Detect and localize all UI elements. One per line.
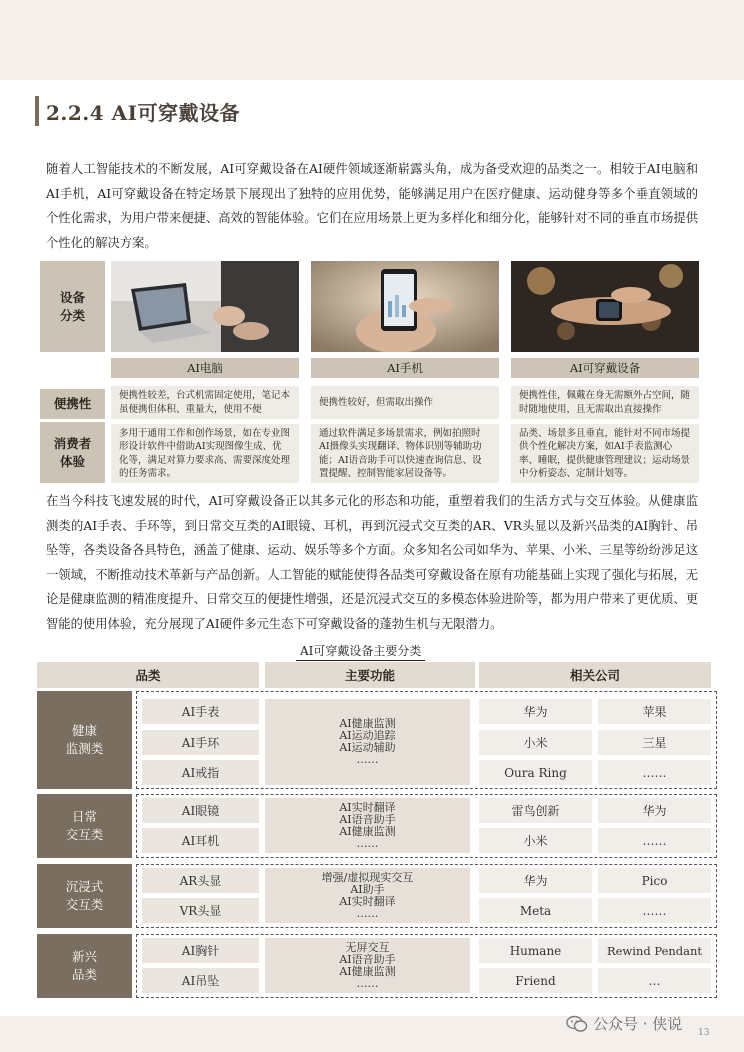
function-line: …… [356,836,379,850]
item-ar-headset: AR头显 [142,868,259,893]
functions-emerging [265,938,470,993]
company-cell: Humane [479,938,592,963]
wearable-photo [511,261,699,352]
function-line: AI健康监测 [339,717,396,730]
company-cell: Meta [479,898,592,923]
category-immersive: 沉浸式 交互类 [37,864,132,928]
experience-pc: 多用于通用工作和创作场景，如在专业图形设计软件中借助AI实现图像生成、优化等，满足对算力要求高、需要深度处理的任务需求。 [111,424,299,483]
function-line: …… [356,753,379,766]
company-cell: …… [598,760,711,785]
row-label-category: 设备 分类 [40,261,105,352]
function-line: 无屏交互 [345,940,390,954]
header-function: 主要功能 [265,662,475,688]
functions-immersive [265,868,470,923]
item-vr-headset: VR头显 [142,898,259,923]
company-cell: …… [598,828,711,853]
laptop-photo [111,261,299,352]
section-accent-bar [35,96,39,126]
device-head-phone: AI手机 [311,358,499,378]
company-cell: 华为 [479,868,592,893]
item-ai-watch: AI手表 [142,699,259,724]
company-cell: 苹果 [598,699,711,724]
item-ai-earbuds: AI耳机 [142,828,259,853]
watermark-text: 公众号 · 侠说 [593,1015,683,1033]
company-cell: 三星 [598,730,711,755]
company-cell: Pico [598,868,711,893]
section-title: 2.2.4 AI可穿戴设备 [46,101,241,125]
item-ai-pendant: AI吊坠 [142,968,259,993]
function-line: AI健康监测 [339,964,396,978]
header-category: 品类 [37,662,259,688]
function-line: AI语音助手 [339,952,396,966]
category-daily: 日常 交互类 [37,794,132,858]
function-line: AI运动辅助 [339,741,396,754]
device-head-pc: AI电脑 [111,358,299,378]
experience-wearable: 品类、场景多且垂直，能针对不同市场提供个性化解决方案，如AI手表监测心率、睡眠，提供健康管理建议；运动场景中分析姿态、定制计划等。 [511,424,699,483]
experience-phone: 通过软件满足多场景需求，例如拍照时AI摄像头实现翻译、物体识别等辅助功能；AI语音助手可以快速查询信息、设置提醒、控制智能家居设备等。 [311,424,499,483]
item-ai-band: AI手环 [142,730,259,755]
function-line: …… [356,906,379,920]
functions-daily [265,798,470,853]
portability-phone: 便携性较好，但需取出操作 [311,386,499,419]
intro-paragraph: 随着人工智能技术的不断发展，AI可穿戴设备在AI硬件领域逐渐崭露头角，成为备受欢迎的品类之一。相较于AI电脑和AI手机，AI可穿戴设备在特定场景下展现出了独特的应用优势，能够满足用户在医疗健康、运动健身等多个垂直领域的个性化需求，为用户带来便捷、高效的智能体验。它们在应用场景上更为多样化和细分化，能够针对不同的垂直市场提供个性化的解决方案。 [46,162,698,250]
item-ai-ring: AI戒指 [142,760,259,785]
row-label-portability: 便携性 [40,389,105,419]
header-company: 相关公司 [479,662,711,688]
category-emerging: 新兴 品类 [37,934,132,998]
functions-health [265,699,470,785]
phone-photo [311,261,499,352]
company-cell: … [598,968,711,993]
function-line: AI实时翻译 [339,894,396,908]
device-head-wearable: AI可穿戴设备 [511,358,699,378]
portability-pc: 便携性较差，台式机需固定使用，笔记本虽便携但体积、重量大，使用不便 [111,386,299,419]
company-cell: 雷鸟创新 [479,798,592,823]
function-line: 增强/虚拟现实交互 [321,870,414,884]
header-band [0,0,744,80]
company-cell: 小米 [479,730,592,755]
function-line: AI助手 [350,882,385,896]
wechat-icon [566,1015,588,1033]
function-line: …… [356,976,379,990]
company-cell: Friend [479,968,592,993]
portability-wearable: 便携性佳，佩戴在身无需额外占空间，随时随地使用，且无需取出直接操作 [511,386,699,419]
function-line: AI健康监测 [339,824,396,838]
overview-paragraph: 在当今科技飞速发展的时代，AI可穿戴设备正以其多元化的形态和功能，重塑着我们的生活方式与交互体验。从健康监测类的AI手表、手环等，到日常交互类的AI眼镜、耳机，再到沉浸式交互类的AR、VR头显以及新兴品类的AI胸针、吊坠等，各类设备各具特色，涵盖了健康、运动、娱乐等多个方面。众多知名公司如华为、苹果、小米、三星等纷纷涉足这一领域，不断推动技术革新与产品创新。人工智能的赋能使得各品类可穿戴设备在原有功能基础上实现了强化与拓展，无论是健康监测的精准度提升、日常交互的便捷性增强，还是沉浸式交互的多模态体验进阶等，都为用户带来了更优质、更智能的使用体验，充分展现了AI硬件多元生态下可穿戴设备的蓬勃生机与无限潜力。 [46,494,698,631]
function-line: AI运动追踪 [339,729,396,742]
page-number: 13 [698,1028,710,1038]
table-title: AI可穿戴设备主要分类 [296,642,425,661]
company-cell: Rewind Pendant [598,938,711,963]
watermark [566,1013,682,1034]
category-health: 健康 监测类 [37,691,132,789]
row-label-experience: 消费者 体验 [40,422,105,483]
function-line: AI语音助手 [339,812,396,826]
company-cell: …… [598,898,711,923]
company-cell: 小米 [479,828,592,853]
function-line: AI实时翻译 [339,800,396,814]
device-comparison-table [40,259,704,483]
company-cell: 华为 [479,699,592,724]
company-cell: Oura Ring [479,760,592,785]
company-cell: 华为 [598,798,711,823]
item-ai-pin: AI胸针 [142,938,259,963]
item-ai-glasses: AI眼镜 [142,798,259,823]
